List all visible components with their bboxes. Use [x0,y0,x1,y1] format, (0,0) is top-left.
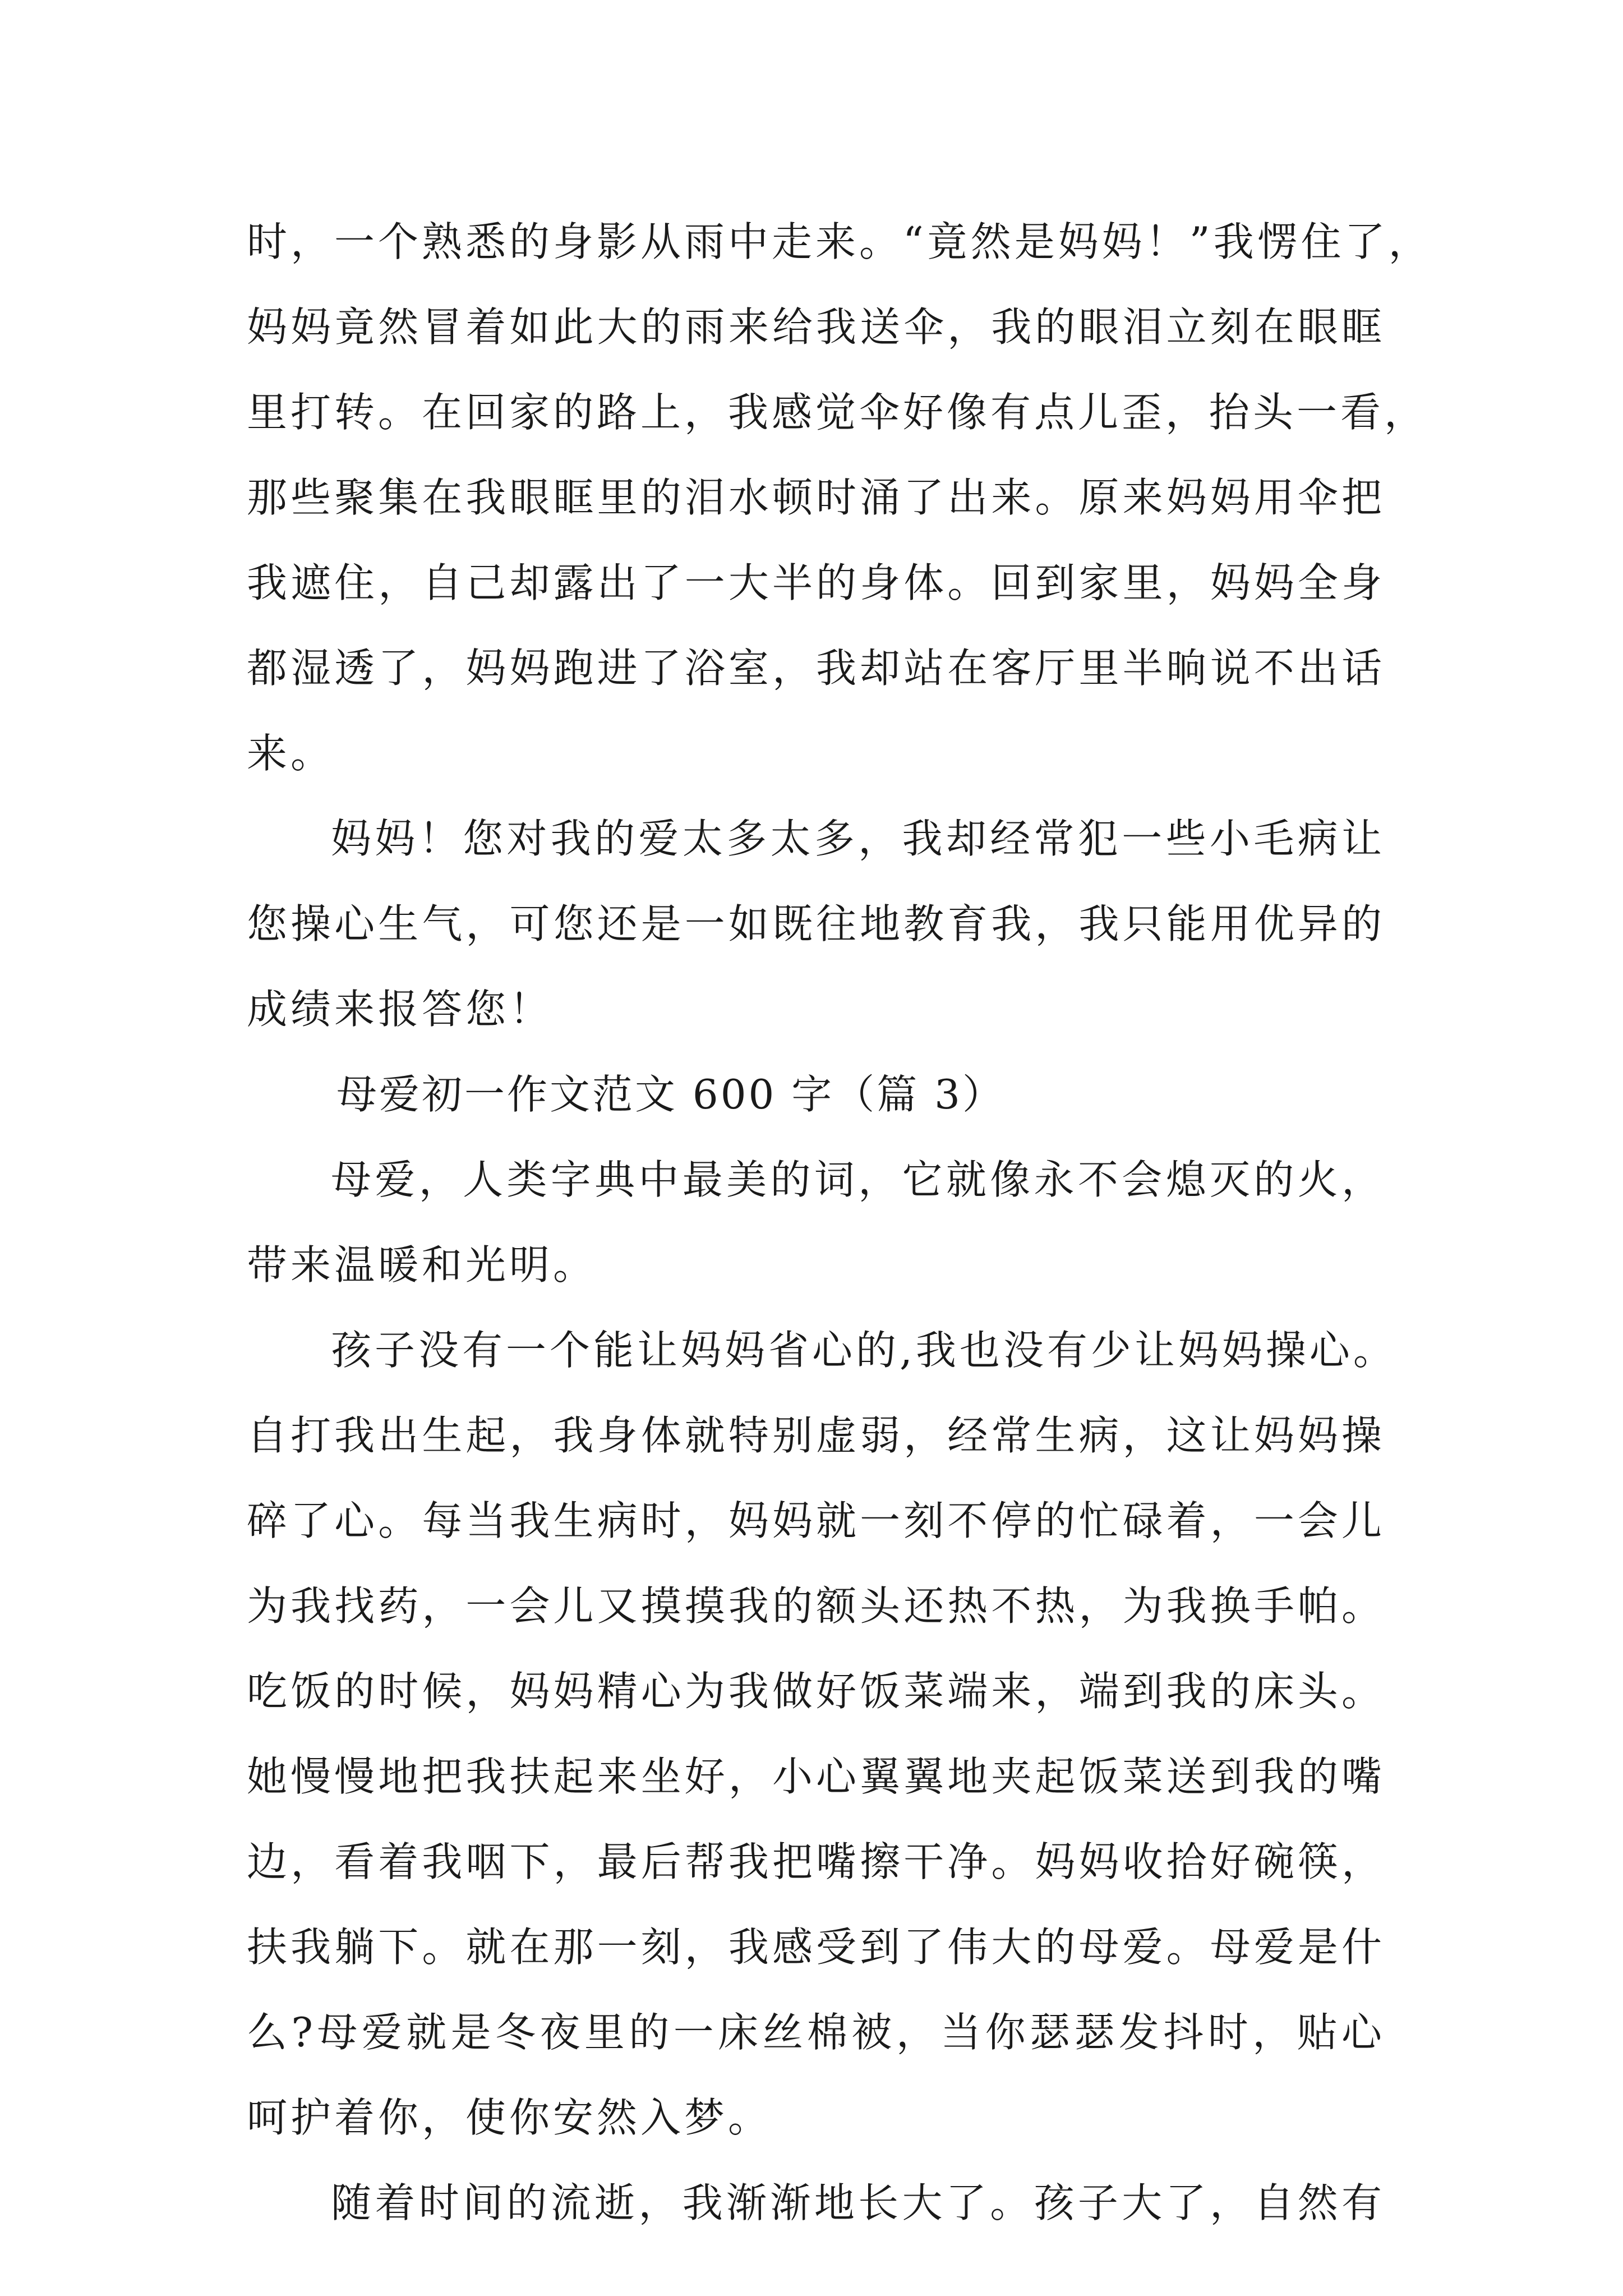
text-line: 扶我躺下。就在那一刻，我感受到了伟大的母爱。母爱是什 [247,1924,1385,1971]
paragraph-first-line: 妈妈！您对我的爱太多太多，我却经常犯一些小毛病让 [331,815,1385,862]
text-line: 边，看着我咽下，最后帮我把嘴擦干净。妈妈收拾好碗筷， [247,1838,1385,1885]
paragraph-first-line: 孩子没有一个能让妈妈省心的,我也没有少让妈妈操心。 [331,1327,1397,1374]
text-line: 您操心生气，可您还是一如既往地教育我，我只能用优异的 [247,900,1385,947]
text-line: 为我找药，一会儿又摸摸我的额头还热不热，为我换手帕。 [247,1582,1385,1630]
text-line: 时，一个熟悉的身影从雨中走来。“竟然是妈妈！”我愣住了， [247,218,1432,265]
text-line: 成绩来报答您！ [247,986,554,1033]
paragraph-first-line: 母爱，人类字典中最美的词，它就像永不会熄灭的火， [331,1156,1385,1203]
text-line: 都湿透了，妈妈跑进了浴室，我却站在客厅里半晌说不出话 [247,645,1385,692]
paragraph-first-line: 随着时间的流逝，我渐渐地长大了。孩子大了，自然有 [331,2179,1385,2226]
text-line: 那些聚集在我眼眶里的泪水顿时涌了出来。原来妈妈用伞把 [247,474,1385,521]
text-line: 我遮住，自己却露出了一大半的身体。回到家里，妈妈全身 [247,559,1385,606]
text-line: 么?母爱就是冬夜里的一床丝棉被，当你瑟瑟发抖时，贴心 [247,2009,1385,2056]
text-line: 她慢慢地把我扶起来坐好，小心翼翼地夹起饭菜送到我的嘴 [247,1753,1385,1800]
text-line: 呵护着你，使你安然入梦。 [247,2094,772,2141]
section-heading: 母爱初一作文范文 600 字（篇 3） [336,1071,1005,1118]
text-line: 带来温暖和光明。 [247,1241,597,1289]
text-line: 妈妈竟然冒着如此大的雨来给我送伞，我的眼泪立刻在眼眶 [247,303,1385,351]
text-line: 里打转。在回家的路上，我感觉伞好像有点儿歪，抬头一看， [247,389,1428,436]
text-line: 碎了心。每当我生病时，妈妈就一刻不停的忙碌着，一会儿 [247,1497,1385,1544]
text-line: 来。 [247,730,335,777]
document-body [247,199,1432,2246]
text-line: 自打我出生起，我身体就特别虚弱，经常生病，这让妈妈操 [247,1412,1385,1459]
text-line: 吃饭的时候，妈妈精心为我做好饭菜端来，端到我的床头。 [247,1668,1385,1715]
